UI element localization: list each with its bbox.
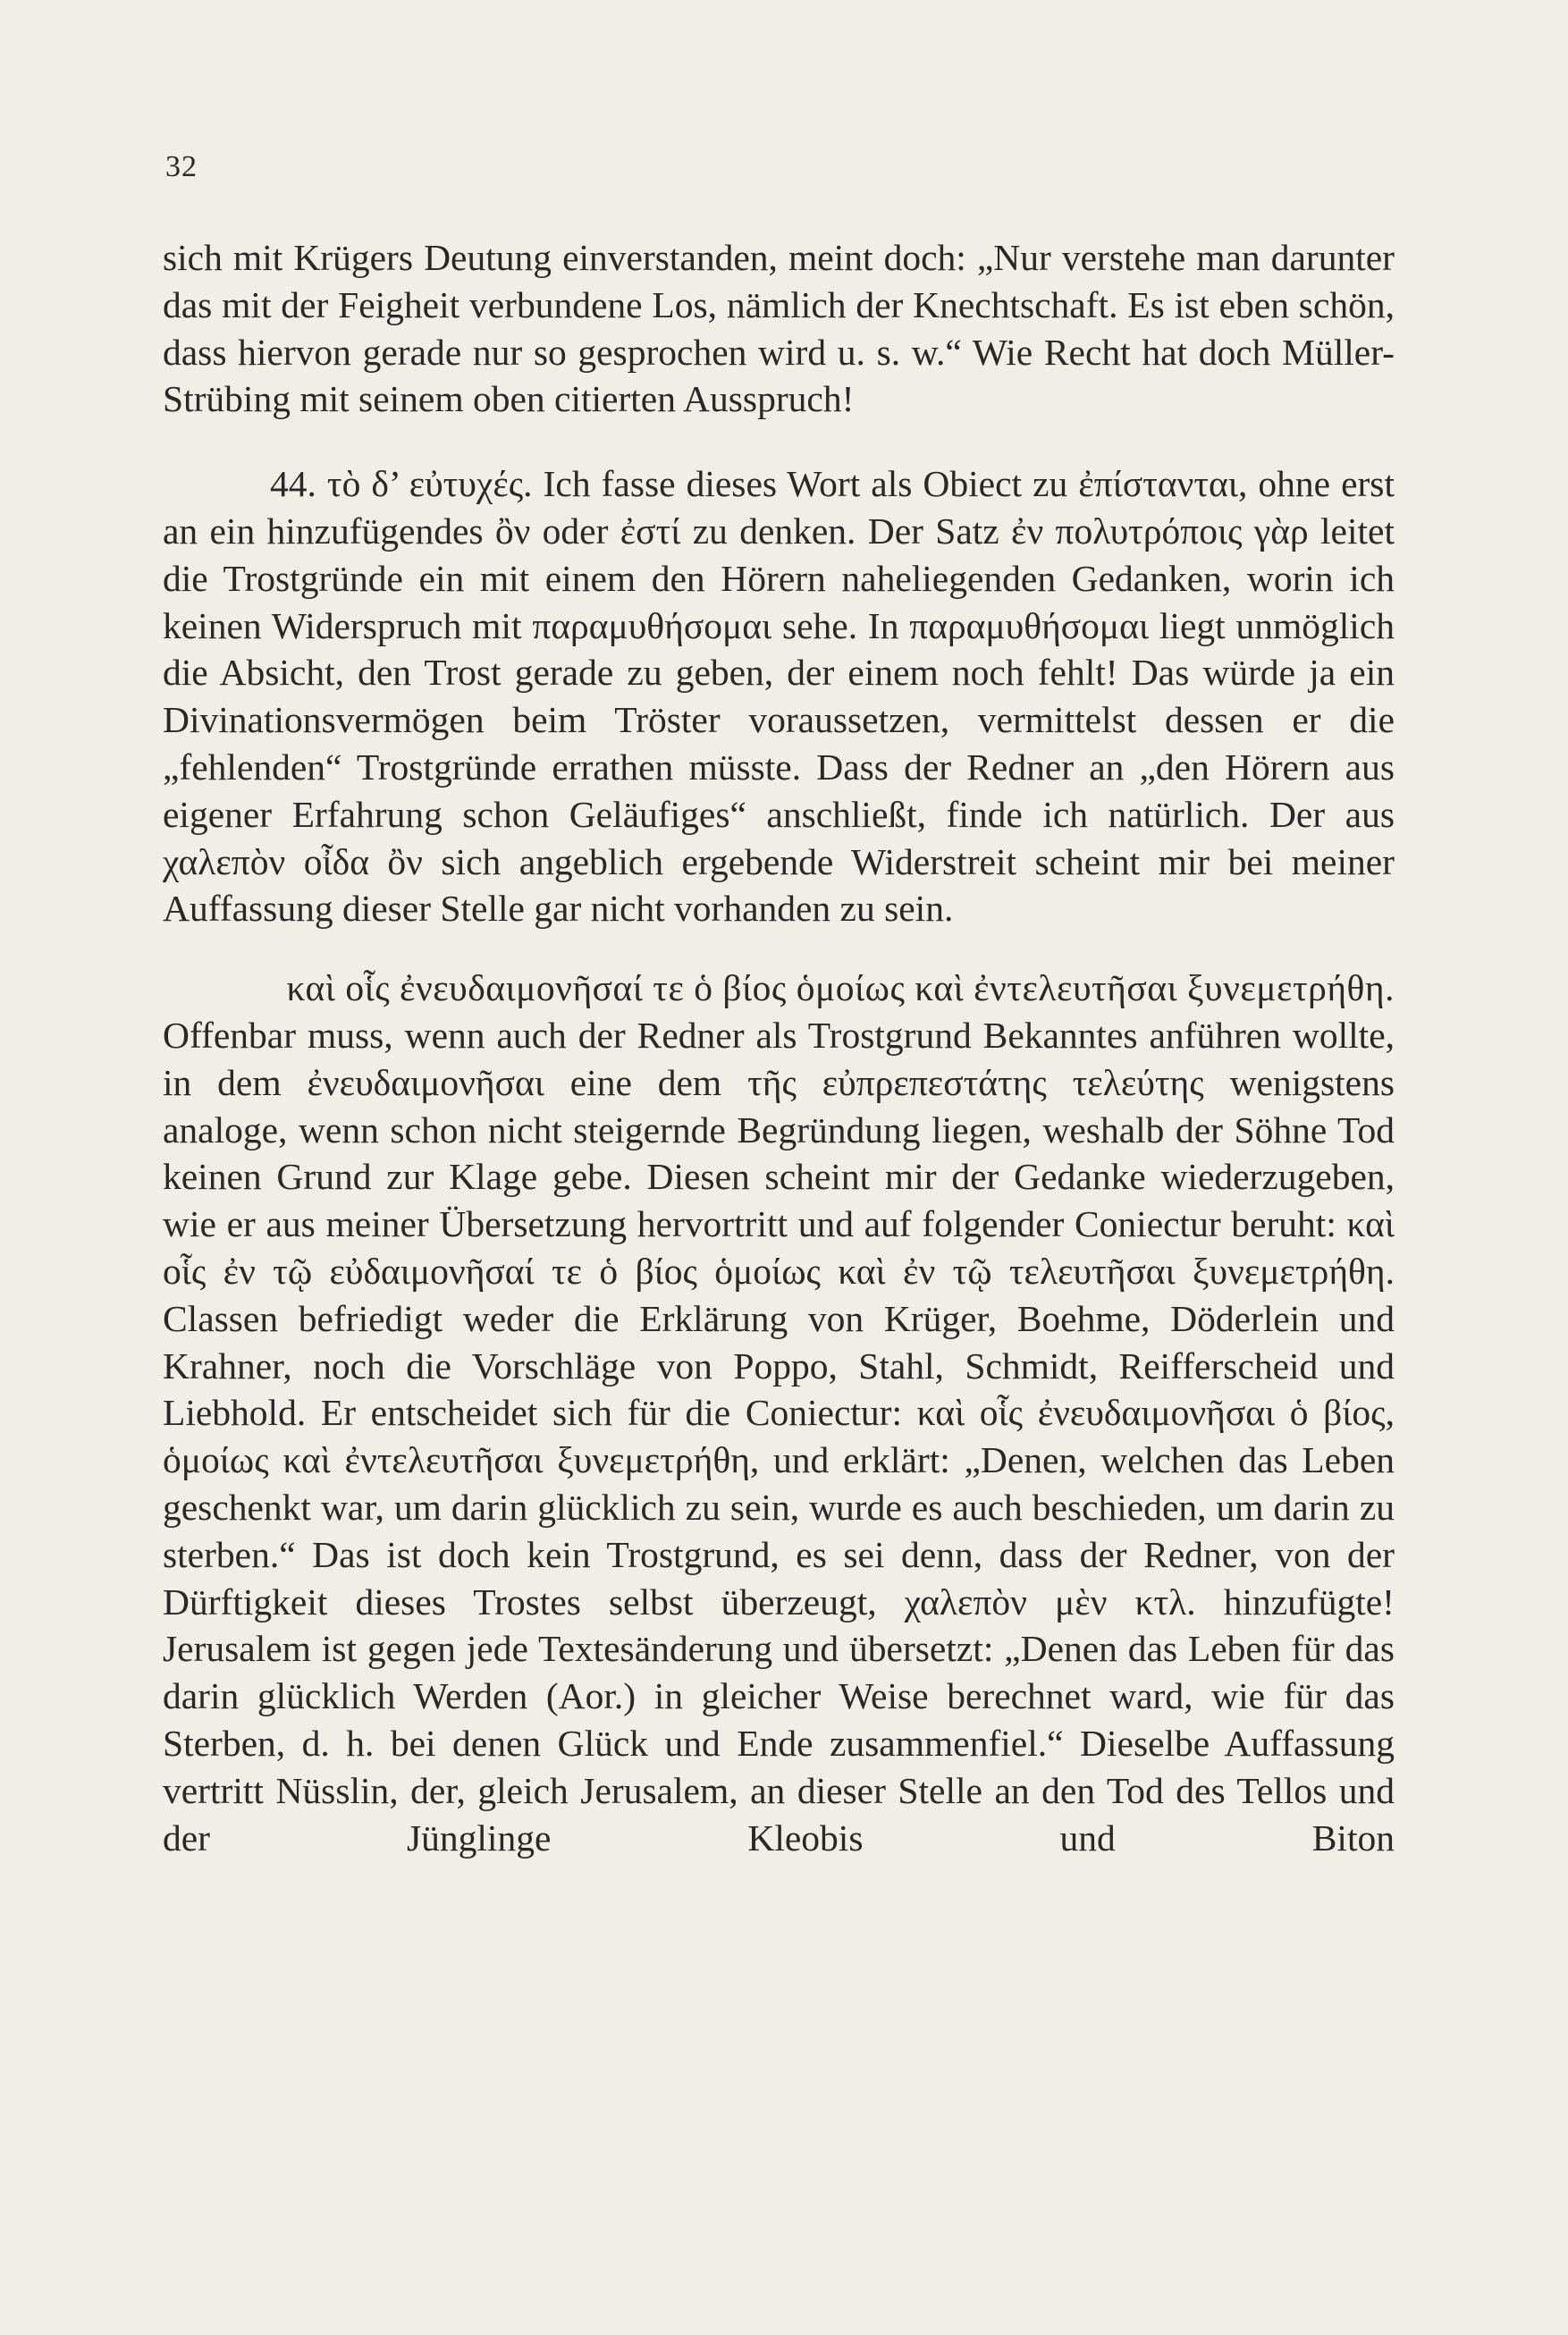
paragraph-note-44: 44. τὸ δ’ εὐτυχές. Ich fasse dieses Wort als Obiect zu ἐπίστανται, ohne erst an ein hinzufügendes ὂν oder ἐστί zu denken. Der Satz ἐν πολυτρόποις γὰρ leitet die Trostgründe ein mit einem den Hörern naheliegenden Gedanken, worin ich keinen Widerspruch mit παραμυθήσομαι sehe. In παραμυθήσομαι liegt unmöglich die Absicht, den Trost gerade zu geben, der einem noch fehlt! Das würde ja ein Divinationsvermögen beim Tröster voraussetzen, vermittelst dessen er die „fehlenden“ Trostgründe errathen müsste. Dass der Redner an „den Hörern aus eigener Erfahrung schon Geläufiges“ anschließt, finde ich natürlich. Der aus χαλεπὸν οἶδα ὂν sich angeblich ergebende Widerstreit scheint mir bei meiner Auffassung dieser Stelle gar nicht vorhanden zu sein.	[163, 463, 1395, 930]
page-number: 32	[165, 150, 198, 183]
body-text	[163, 234, 1395, 1861]
greek-quotation: καὶ οἷς ἐνευδαιμονῆσαί τε ὁ βίος ὁμοίως καὶ ἐντελευτῆσαι ξυνεμετρήθη.	[286, 967, 1395, 1009]
paragraph-commentary: Offenbar muss, wenn auch der Redner als Trostgrund Bekanntes anführen wollte, in dem ἐνευδαιμονῆσαι eine dem τῆς εὐπρεπεστάτης τελεύτης wenigstens analoge, wenn schon nicht steigernde Begründung liegen, weshalb der Söhne Tod keinen Grund zur Klage gebe. Diesen scheint mir der Gedanke wiederzugeben, wie er aus meiner Übersetzung hervortritt und auf folgender Coniectur beruht: καὶ οἷς ἐν τῷ εὐδαιμονῆσαί τε ὁ βίος ὁμοίως καὶ ἐν τῷ τελευτῆσαι ξυνεμετρήθη. Classen befriedigt weder die Erklärung von Krüger, Boehme, Döderlein und Krahner, noch die Vorschläge von Poppo, Stahl, Schmidt, Reifferscheid und Liebhold. Er entscheidet sich für die Coniectur: καὶ οἷς ἐνευδαιμονῆσαι ὁ βίος, ὁμοίως καὶ ἐντελευτῆσαι ξυνεμετρήθη, und erklärt: „Denen, welchen das Leben geschenkt war, um darin glücklich zu sein, wurde es auch beschieden, um darin zu sterben.“ Das ist doch kein Trostgrund, es sei denn, dass der Redner, von der Dürftigkeit dieses Trostes selbst überzeugt, χαλεπὸν μὲν κτλ. hinzufügte! Jerusalem ist gegen jede Textesänderung und übersetzt: „Denen das Leben für das darin glücklich Werden (Aor.) in gleicher Weise berechnet ward, wie für das Sterben, d. h. bei denen Glück und Ende zusammenfiel.“ Dieselbe Auffassung vertritt Nüsslin, der, gleich Jerusalem, an dieser Stelle an den Tod des Tellos und der Jünglinge Kleobis und Biton	[163, 1014, 1395, 1859]
paragraph-continuation: sich mit Krügers Deutung einverstanden, meint doch: „Nur verstehe man darunter das mit der Feigheit verbundene Los, nämlich der Knechtschaft. Es ist eben schön, dass hiervon gerade nur so gesprochen wird u. s. w.“ Wie Recht hat doch Müller-Strübing mit seinem oben citierten Ausspruch!	[163, 237, 1395, 420]
